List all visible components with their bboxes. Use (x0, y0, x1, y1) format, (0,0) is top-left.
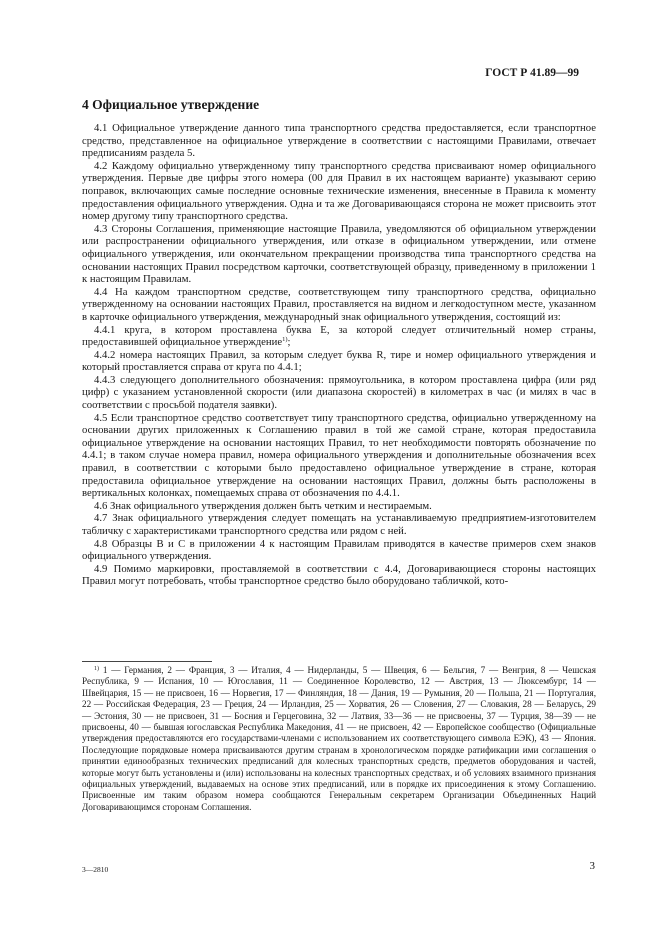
footnote-marker: 1) (94, 666, 99, 672)
paragraph-4-4-2: 4.4.2 номера настоящих Правил, за которым следует буква R, тире и номер официального утверждения и который проставляется справа от круга по 4.4.1; (82, 348, 596, 374)
paragraph-4-5: 4.5 Если транспортное средство соответствует типу транспортного средства, официально утвержденному на основании других приложенных к Соглашению правил в той же самой стране, которая предоставила официальное утверждение на основании настоящих Правил, то нет необходимости повторять обозначение по 4.4.1; в таком случае номера правил, номера официального утверждения и дополнительные обозначения всех правил, в соответствии с которыми было предоставлено официальное утверждение в стране, которая предоставила официальное утверждение на основании настоящих Правил, должны быть расположены в вертикальных колонках, помещаемых справа от обозначения по 4.4.1. (82, 411, 596, 500)
paragraph-4-8: 4.8 Образцы B и C в приложении 4 к настоящим Правилам приводятся в качестве примеров схем знаков официального утверждения. (82, 537, 596, 563)
paragraph-4-3: 4.3 Стороны Соглашения, применяющие настоящие Правила, уведомляются об официальном утверждении или распространении официального утверждения, или отказе в официальном утверждении, или отмене официального утверждения, или окончательном прекращении производства типа транспортного средства на основании настоящих Правил посредством карточки, соответствующей образцу, приведенному в приложении 1 к настоящим Правилам. (82, 222, 596, 286)
footnote (82, 665, 596, 813)
section-title: 4 Официальное утверждение (82, 97, 260, 112)
paragraph-4-4-3: 4.4.3 следующего дополнительного обозначения: прямоугольника, в котором проставлена цифра (или ряд цифр) с указанием установленной скорости (или диапазона скоростей) в километрах в час (и милях в час в соответствии с просьбой подателя заявки). (82, 373, 596, 412)
paragraph-4-1: 4.1 Официальное утверждение данного типа транспортного средства предоставляется, если транспортное средство, представленное на официальное утверждение в соответствии с настоящими Правилами, отвечает предписаниям раздела 5. (82, 122, 596, 160)
footnote-text: 1 — Германия, 2 — Франция, 3 — Италия, 4 — Нидерланды, 5 — Швеция, 6 — Бельгия, 7 — Венгрия, 8 — Чешская Республика, 9 — Испания, 10 — Югославия, 11 — Соединенное Королевство, 12 — Австрия, 13 — Люксембург, 14 — Швейцария, 15 — не присвоен, 16 — Норвегия, 17 — Финляндия, 18 — Дания, 19 — Румыния, 20 — Польша, 21 — Португалия, 22 — Российская Федерация, 23 — Греция, 24 — Ирландия, 25 — Хорватия, 26 — Словения, 27 — Словакия, 28 — Беларусь, 29 — Эстония, 30 — не присвоен, 31 — Босния и Герцеговина, 32 — Латвия, 33—36 — не присвоены, 37 — Турция, 38—39 — не присвоены, 40 — бывшая югославская Республика Македония, 41 — не присвоен, 42 — Европейское сообщество (Официальные утверждения предоставляются его государствами-членами с использованием их соответствующего символа ЕЭК), 43 — Япония. Последующие порядковые номера присваиваются другим странам в хронологическом порядке ратификации ими соглашения о принятии единообразных технических предписаний для колесных транспортных средств, предметов оборудования и частей, которые могут быть установлены и (или) использованы на колесных транспортных средствах, и об условиях взаимного признания официальных утверждений, выдаваемых на основе этих предписаний, или в порядке их присоединения к этому Соглашению. Присвоенные им таким образом номера сообщаются Генеральным секретарем Организации Объединенных Наций Договаривающимся сторонам Соглашения. (82, 665, 596, 812)
footnote-divider (82, 661, 212, 662)
paragraph-4-4: 4.4 На каждом транспортном средстве, соответствующем типу транспортного средства, официально утвержденному на основании настоящих Правил, проставляется на видном и легкодоступном месте, указанном в карточке официального утверждения, международный знак официального утверждения, состоящий из: (82, 285, 596, 323)
paragraph-4-2: 4.2 Каждому официально утвержденному типу транспортного средства присваивают номер официального утверждения. Первые две цифры этого номера (00 для Правил в их настоящем варианте) указывают серию поправок, включающих самые последние основные технические изменения, внесенные в Правила к моменту предоставления официального утверждения. Одна и та же Договаривающаяся сторона не может присвоить этот номер другому типу транспортного средства. (82, 159, 596, 223)
paragraph-4-4-1-text: 4.4.1 круга, в котором проставлена буква E, за которой следует отличительный номер страны, предоставившей официальное утверждение (82, 323, 596, 349)
paragraph-4-4-1 (82, 324, 596, 349)
paragraph-4-9: 4.9 Помимо маркировки, проставляемой в соответствии с 4.4, Договаривающиеся стороны настоящих Правил могут потребовать, чтобы транспортное средство было оборудовано табличкой, кото- (82, 562, 596, 588)
page-number: 3 (589, 860, 595, 872)
print-code: 3—2810 (82, 865, 109, 874)
paragraph-4-7: 4.7 Знак официального утверждения следует помещать на устанавливаемую предприятием-изготовителем табличку с характеристиками транспортного средства или рядом с ней. (82, 512, 596, 537)
paragraph-4-4-1-tail: ; (287, 336, 291, 349)
standard-code: ГОСТ Р 41.89—99 (485, 67, 579, 79)
paragraph-4-6: 4.6 Знак официального утверждения должен быть четким и нестираемым. (94, 499, 432, 512)
body-text (82, 122, 596, 588)
footnote-reference[interactable]: 1) (282, 336, 288, 344)
